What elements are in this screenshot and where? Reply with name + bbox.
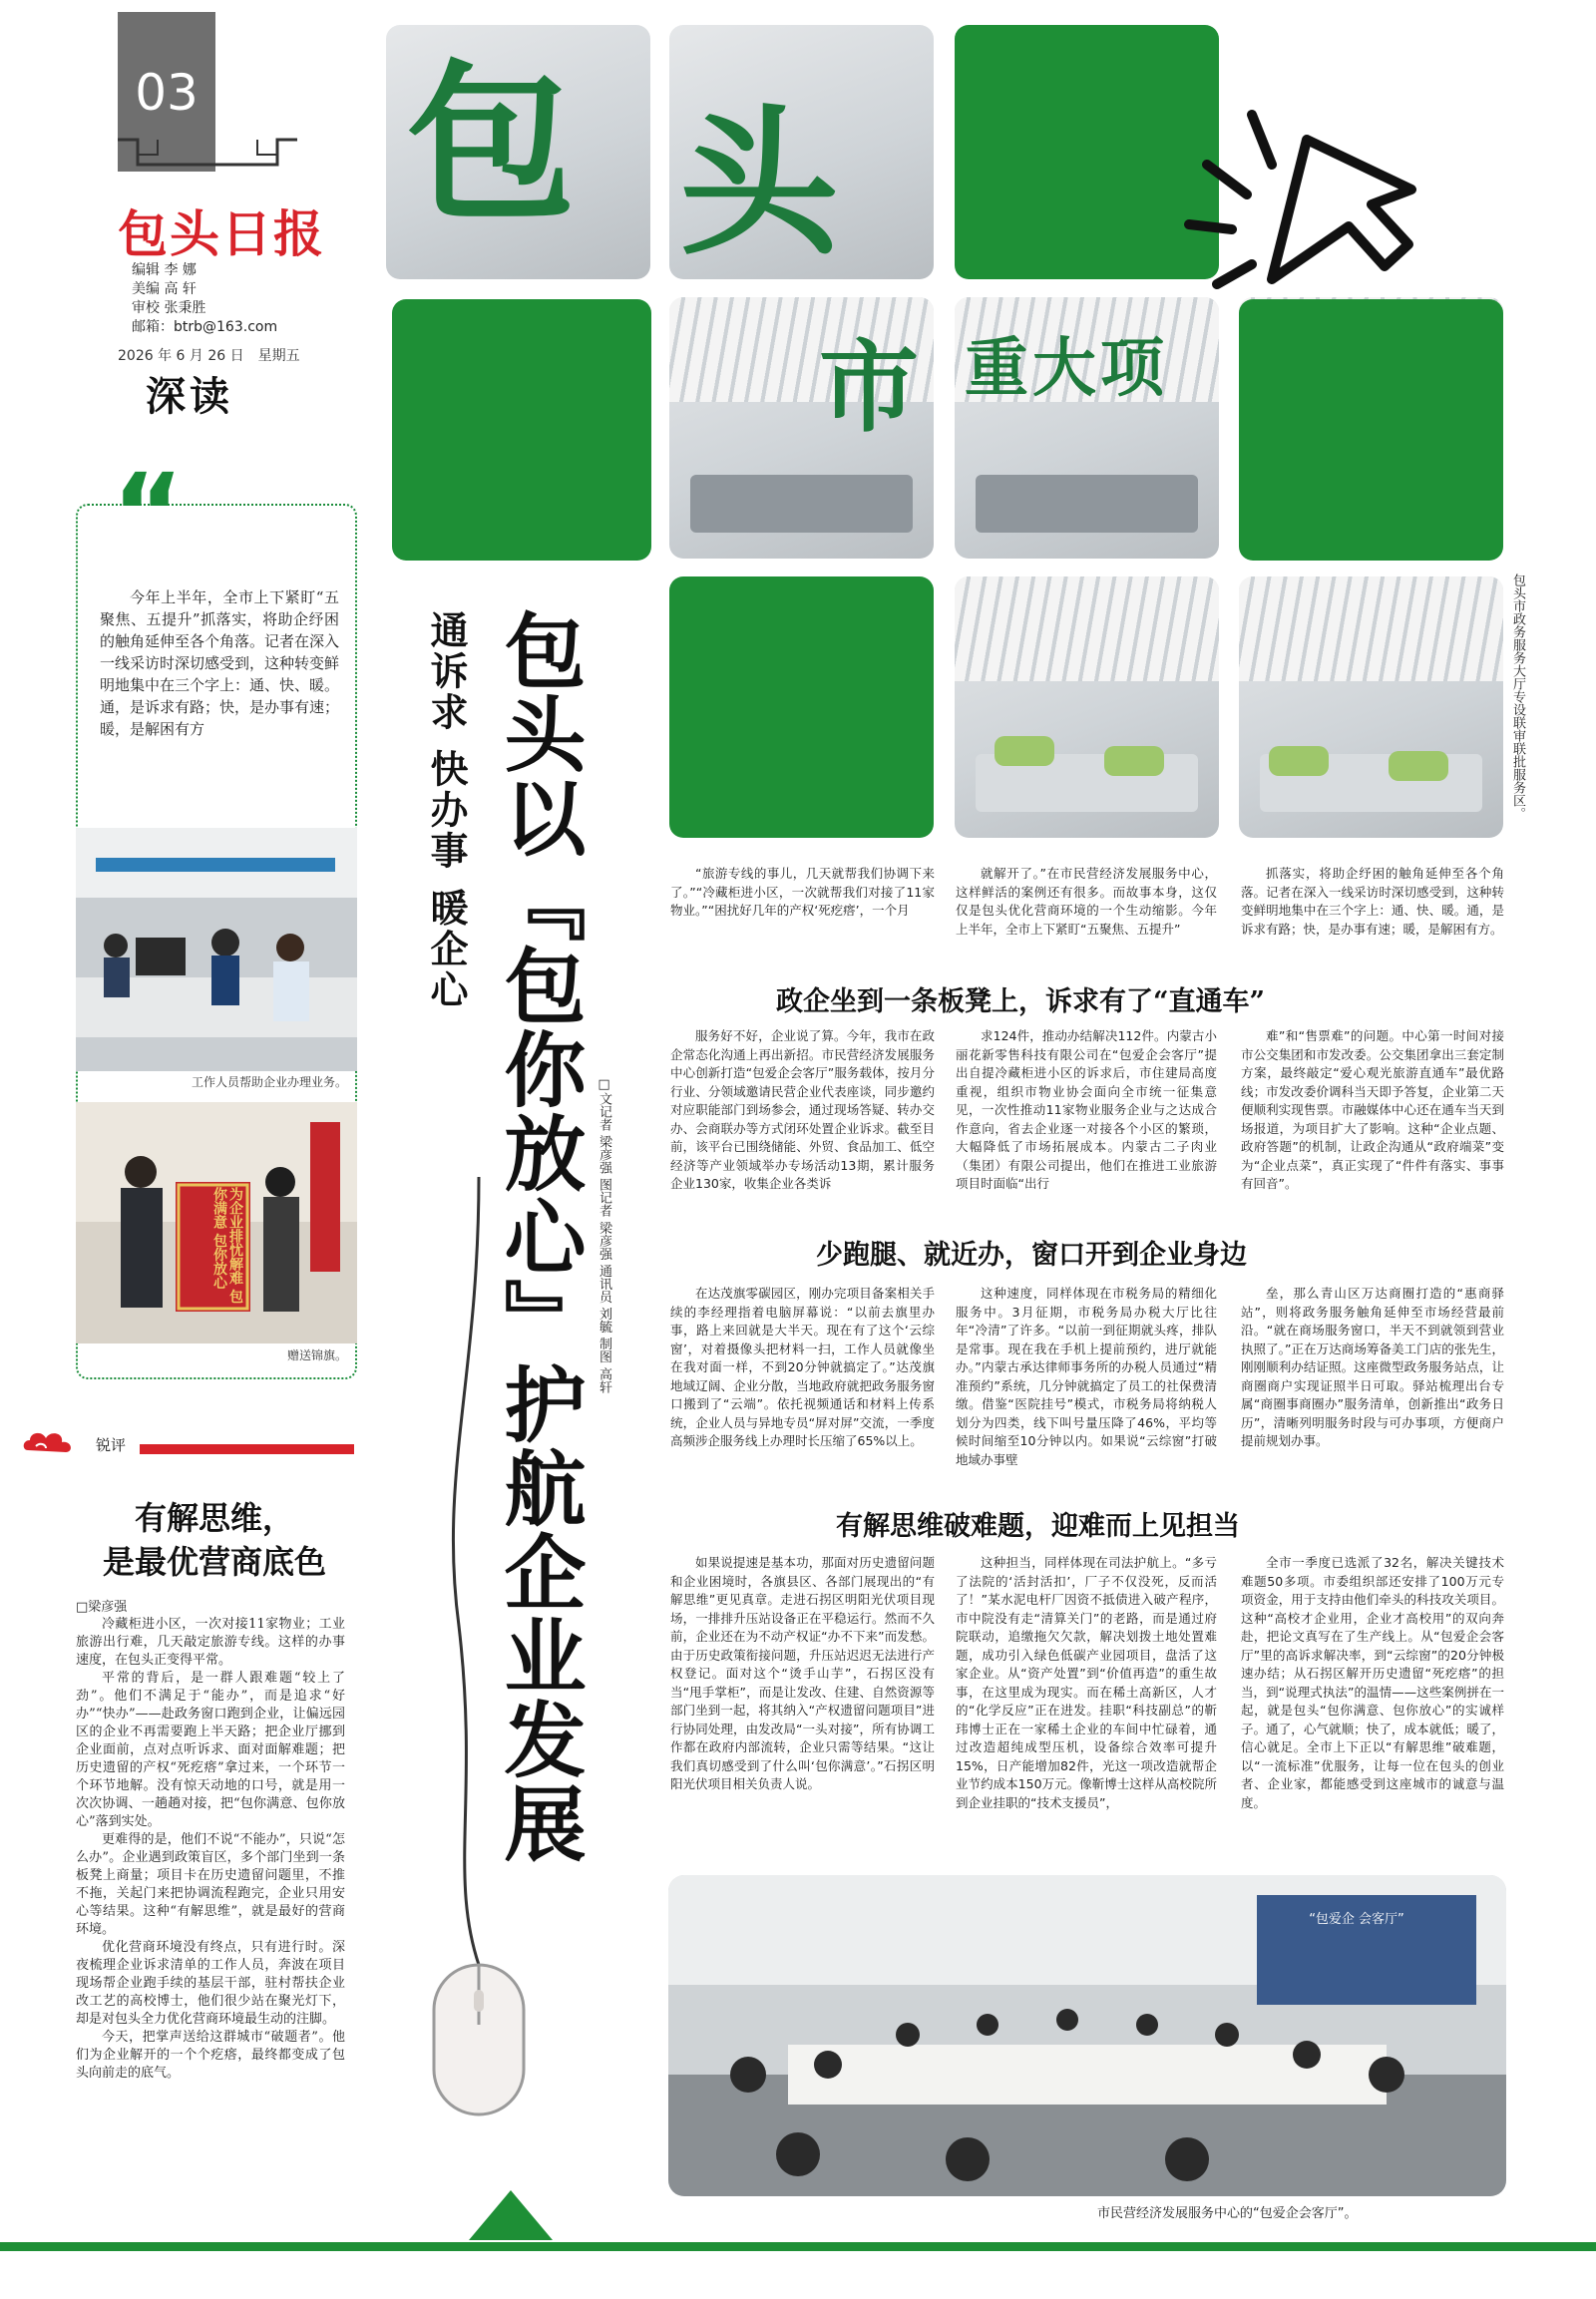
commentary-label: 锐评	[96, 1436, 127, 1454]
section2-paragraph: 在达茂旗零碳园区，刚办完项目备案相关手续的李经理指着电脑屏幕说：“以前去旗里办事，路上来回就是大半天。现在有了这个‘云综窗’，对着摄像头把材料一扫，工作人员就像坐在我对面一样，不到20分钟就搞定了。”达茂旗地域辽阔、企业分散，当地政府就把政务服务窗口搬到了“云端”。依托视频通话和材料上传系统，企业人员与异地专员“屏对屏”交流，一季度高频涉企服务线上办理时长压缩了65%以上。	[670, 1286, 935, 1448]
section-name: 深读	[146, 373, 233, 420]
computer-mouse-icon	[419, 1177, 539, 2154]
page-number: 03	[135, 64, 199, 122]
top-column-3	[1241, 865, 1504, 939]
green-tile	[1239, 299, 1503, 561]
commentary-paragraph: 冷藏柜进小区，一次对接11家物业；工业旅游出行难，几天敲定旅游专线。这样的办事速度，在包头正变得平常。	[76, 1617, 345, 1668]
section3-paragraph: 如果说提速是基本功，那面对历史遗留问题和企业困境时，各旗县区、各部门展现出的“有解思维”更见真章。走进石拐区明阳光伏项目现场，一排排升压站设备正在平稳运行。然而不久前，企业还在为不动产权证“办不下来”而发愁。由于历史政策衔接问题，升压站迟迟无法进行产权登记。面对这个“烫手山芋”，石拐区没有当“甩手掌柜”，而是让发改、住建、自然资源等部门坐到一起，将其纳入“产权遗留问题项目”进行协同处理，由发改局“一头对接”，所有协调工作都在政府内部流转，企业只需等结果。“这让我们真切感受到了什么叫‘包你满意’。”石拐区明阳光伏项目相关负责人说。	[670, 1555, 935, 1791]
photo-tile-counter-1	[955, 576, 1219, 838]
newspaper-logo: 包头日报	[118, 204, 325, 263]
photo-service-hall	[76, 828, 357, 1071]
sign-char: 市	[819, 329, 919, 446]
staff-proofreader: 审校 张秉胜	[132, 300, 206, 316]
top-paragraph: 就解开了。”在市民营经济发展服务中心，这样鲜活的案例还有很多。而故事本身，这仅仅是包头优化营商环境的一个生动缩影。今年上半年，全市上下紧盯“五聚焦、五提升”	[956, 866, 1217, 937]
section2-paragraph: 这种速度，同样体现在市税务局的精细化服务中。3月征期，市税务局办税大厅比往年“冷清”了许多。“以前一到征期就头疼，排队是常事。现在我在手机上提前预约，进厅就能办。”内蒙古承达律师事务所的办税人员通过“精准预约”系统，几分钟就搞定了员工的社保费清缴。借鉴“医院挂号”模式，市税务局将纳税人划分为四类，线下叫号量压降了46%，平均等候时间缩至10分钟以内。如果说“云综窗”打破地域办事壁	[956, 1286, 1217, 1467]
section3-column-1	[670, 1554, 935, 1794]
bottom-triangle-ornament	[469, 2190, 553, 2240]
photo-tile-counter-2	[1239, 576, 1503, 838]
commentary-author: □梁彦强	[76, 1600, 128, 1615]
quote-mark-icon: “	[112, 450, 185, 577]
sign-text	[965, 317, 1164, 409]
page-number-decoration	[118, 135, 297, 175]
meeting-screen-text: “包爱企 会客厅”	[1309, 1912, 1404, 1927]
headline-main: 包头以『包你放心』护航企业发展	[491, 608, 587, 1865]
sign-char: 头	[679, 91, 840, 277]
commentary-title	[60, 1496, 369, 1584]
section3-heading: 有解思维破难题，迎难而上见担当	[836, 1511, 1240, 1542]
issue-date: 2026 年 6 月 26 日 星期五	[118, 348, 300, 364]
meeting-photo-caption: 市民营经济发展服务中心的“包爱企会客厅”。	[1097, 2206, 1358, 2221]
section1-column-3	[1241, 1027, 1504, 1194]
commentary-paragraph: 平常的背后，是一群人跟难题“较上了劲”。他们不满足于“能办”，而是追求“好办”“快办”——赴政务窗口跑到企业，让偏远园区的企业不再需要跑上半天路；把企业厅挪到企业面前，点对点听诉求、面对面解难题；把历史遗留的产权“死疙瘩”拿过来，一个环节一个环节地解。没有惊天动地的口号，就是用一次次协调、一趟趟对接，把“包你满意、包你放心”落到实处。	[76, 1671, 345, 1829]
section1-heading: 政企坐到一条板凳上，诉求有了“直通车”	[776, 986, 1266, 1017]
top-paragraph: “旅游专线的事儿，几天就帮我们协调下来了。”“冷藏柜进小区，一次就帮我们对接了11家物业。”“困扰好几年的产权‘死疙瘩’，一个月	[670, 866, 935, 918]
section1-paragraph: 求124件，推动办结解决112件。内蒙古小丽花新零售科技有限公司在“包爱企会客厅”提出自提冷藏柜进小区的诉求后，市住建局高度重视，组织市物业协会面向全市统一征集意见，一次性推动11家物业服务企业与之达成合作意向，省去企业逐一对接各个小区的繁琐，大幅降低了市场拓展成本。内蒙古二子肉业（集团）有限公司提出，他们在推进工业旅游项目时面临“出行	[956, 1028, 1217, 1191]
photo-tile-sign-4	[955, 297, 1219, 559]
top-column-2	[956, 865, 1217, 939]
section3-paragraph: 全市一季度已选派了32名，解决关键技术难题50多项。市委组织部还安排了100万元专项资金，用于支持由他们牵头的科技攻关项目。这种“高校才企业用，企业才高校用”的双向奔赴，把论文真写在了生产线上。从“包爱企会客厅”里的高诉求解决率，到“云综窗”的20分钟极速办结；从石拐区解开历史遗留“死疙瘩”的担当，到“说理式执法”的温情——这些案例拼在一起，就是包头“包你满意、包你放心”的实诚样子。通了，心气就顺；快了，成本就低；暖了，信心就足。全市上下正以“有解思维”破难题，以“一流标准”优服务，让每一位在包头的创业者、企业家，都能感受到这座城市的诚意与温度。	[1241, 1555, 1504, 1810]
photo1-caption: 工作人员帮助企业办理业务。	[191, 1075, 347, 1089]
green-tile	[392, 299, 651, 561]
photo-tile-sign-2	[669, 25, 934, 279]
sign-char: 包	[406, 46, 577, 243]
bottom-green-bar	[0, 2242, 1596, 2251]
section2-column-3	[1241, 1285, 1504, 1451]
staff-list	[132, 261, 277, 337]
commentary-label-bar	[140, 1444, 354, 1454]
section1-column-1	[670, 1027, 935, 1194]
sign-char: 大	[1032, 332, 1096, 406]
commentary-paragraph: 今天，把掌声送给这群城市“破题者”。他们为企业解开的一个个疙瘩，最终都变成了包头向前走的底气。	[76, 2030, 345, 2081]
commentary-paragraph: 更难得的是，他们不说“不能办”，只说“怎么办”。企业遇到政策盲区，多个部门坐到一条板凳上商量；项目卡在历史遗留问题里，不推不拖，关起门来把协调流程跑完，企业只用安心等结果。这种“有解思维”，就是最好的营商环境。	[76, 1832, 345, 1937]
section3-paragraph: 这种担当，同样体现在司法护航上。“多亏了法院的‘活封活扣’，厂子不仅没死，反而活了！”某水泥电杆厂因资不抵债进入破产程序，市中院没有走“清算关门”的老路，而是通过府院联动，追缴拖欠欠款，解决划拨土地处置难题，成功引入绿色低碳产业园项目，盘活了这家企业。从“资产处置”到“价值再造”的重生故事，在这里成为现实。而在稀土高新区，人才的“化学反应”正在进发。挂职“科技副总”的靳玮博士正在一家稀土企业的车间中忙碌着，通过改造超纯成型压机，设备综合效率可提升15%，日产能增加82件，光这一项改造就帮企业节约成本150万元。像靳博士这样从高校院所到企业挂职的“技术支援员”，	[956, 1555, 1217, 1810]
section2-column-2	[956, 1285, 1217, 1469]
section1-paragraph: 难”和“售票难”的问题。中心第一时间对接市公交集团和市发改委。公交集团拿出三套定制方案，最终敲定“爱心观光旅游直通车”最优路线；市发改委价调科当天即予答复，企业第二天便顺利实现售票。市融媒体中心还在通车当天到场报道，为项目扩大了影响。这种“企业点题、政府答题”的机制，让政企沟通从“政府端菜”变为“企业点菜”，真正实现了“件件有落实、事事有回音”。	[1241, 1028, 1504, 1191]
commentary-title-line1: 有解思维，	[134, 1499, 294, 1537]
staff-editor: 编辑 李 娜	[132, 262, 197, 278]
section2-paragraph: 垒，那么青山区万达商圈打造的“惠商驿站”，则将政务服务触角延伸至市场经营最前沿。“就在商场服务窗口，半天不到就领到营业执照了。”正在万达商场筹备美工门店的张先生，刚刚顺利办结证照。这座微型政务服务站点，让商圈商户实现证照半日可取。驿站梳理出台专属“商圈事商圈办”服务清单，创新推出“政务日历”，清晰列明服务时段与可办事项，方便商户提前规划办事。	[1241, 1286, 1504, 1448]
section1-paragraph: 服务好不好，企业说了算。今年，我市在政企常态化沟通上再出新招。市民营经济发展服务中心创新打造“包爱企会客厅”服务载体，按月分行业、分领域邀请民营企业代表座谈，同步邀约对应职能部门到场参会，通过现场答疑、转办交办、会商联办等方式闭环处置企业诉求。截至目前，该平台已围绕储能、外贸、食品加工、低空经济等产业领域举办专场活动13期，累计服务企业130家，收集企业各类诉	[670, 1028, 935, 1191]
top-paragraph: 抓落实，将助企纾困的触角延伸至各个角落。记者在深入一线采访时深切感受到，这种转变鲜明地集中在三个字上：通、快、暖。通，是诉求有路；快，是办事有速；暖，是解困有方。	[1241, 866, 1504, 937]
staff-email: 邮箱：btrb@163.com	[132, 319, 278, 335]
commentary-body	[76, 1616, 345, 2083]
headline-subtitle: 通诉求 快办事 暖企心	[424, 610, 469, 1011]
headline-byline: □文记者 梁彦强 图记者 梁彦强 通讯员 刘毓 制图 高轩	[597, 1077, 611, 1393]
photo-grid-caption: 包头市政务服务大厅专设联审联批服务区。	[1510, 574, 1525, 820]
photo2-caption: 赠送锦旗。	[286, 1348, 347, 1362]
cloud-ornament-icon	[22, 1426, 82, 1460]
green-tile	[669, 576, 934, 838]
section3-column-2	[956, 1554, 1217, 1812]
sign-char: 项	[1100, 332, 1164, 406]
section3-column-3	[1241, 1554, 1504, 1812]
section2-heading: 少跑腿、就近办，窗口开到企业身边	[816, 1240, 1247, 1271]
photo-tile-sign-1	[386, 25, 650, 279]
commentary-paragraph: 优化营商环境没有终点，只有进行时。深夜梳理企业诉求清单的工作人员，奔波在项目现场帮企业跑手续的基层干部，驻村帮扶企业改工艺的高校博士，他们很少站在聚光灯下，却是对包头全力优化营商环境最生动的注脚。	[76, 1940, 345, 2027]
section2-column-1	[670, 1285, 935, 1451]
sign-char: 重	[965, 332, 1028, 406]
top-column-1	[670, 865, 935, 921]
section1-column-2	[956, 1027, 1217, 1194]
intro-text: 今年上半年，全市上下紧盯“五聚焦、五提升”抓落实，将助企纾困的触角延伸至各个角落。记者在深入一线采访时深切感受到，这种转变鲜明地集中在三个字上：通、快、暖。通，是诉求有路；快，是办事有速；暖，是解困有方	[100, 588, 340, 738]
click-cursor-icon	[1177, 95, 1426, 309]
photo-tile-sign-3	[669, 297, 934, 559]
commentary-title-line2: 是最优营商底色	[102, 1543, 326, 1581]
banner-text: 为企业排忧解难 包你满意 包你放心	[211, 1187, 243, 1304]
staff-designer: 美编 高 轩	[132, 281, 197, 297]
